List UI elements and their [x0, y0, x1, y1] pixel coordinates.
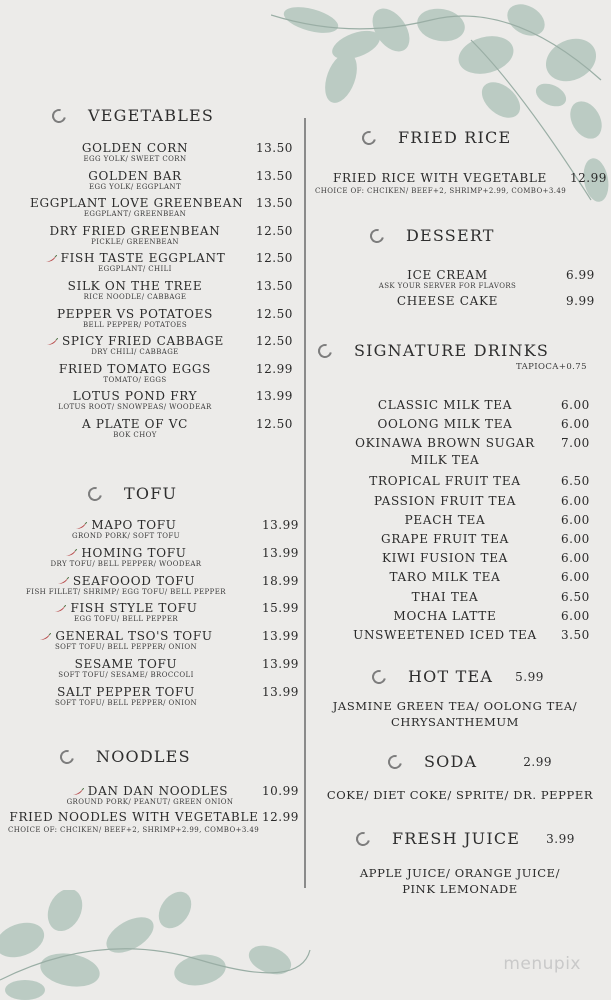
chili-pepper-icon	[54, 605, 66, 613]
drink-price: 6.00	[561, 493, 590, 508]
drink-name: MOCHA LATTE	[393, 608, 497, 623]
fried-rice-title: FRIED RICE	[398, 128, 512, 147]
soda-price: 2.99	[523, 754, 552, 769]
item-price: 13.99	[262, 545, 299, 560]
swirl-icon	[57, 747, 76, 766]
item-name: EGGPLANT LOVE GREENBEAN	[30, 196, 244, 211]
noodles-title: NOODLES	[96, 747, 191, 766]
swirl-icon	[385, 752, 404, 771]
chili-pepper-icon	[46, 338, 58, 346]
noodles-choice-note: CHOICE OF: CHCIKEN/ BEEF+2, SHRIMP+2.99, COMBO+3.49	[8, 826, 260, 834]
menu-item-dan-dan-noodles	[40, 784, 260, 807]
drink-kiwi-fusion-tea	[330, 550, 560, 567]
item-name: HOMING TOFU	[81, 545, 187, 560]
item-price: 18.99	[262, 573, 299, 588]
item-price: 12.99	[256, 361, 293, 376]
item-price: 12.50	[256, 334, 293, 349]
drink-price: 6.00	[561, 512, 590, 527]
drink-taro-milk-tea	[330, 569, 560, 586]
drink-name: CLASSIC MILK TEA	[377, 398, 513, 412]
menu-item-fried-noodles	[8, 810, 260, 824]
drink-price: 6.00	[561, 398, 590, 412]
chili-pepper-icon	[45, 255, 57, 263]
item-name: A PLATE OF VC	[81, 417, 189, 431]
item-name: CHEESE CAKE	[396, 294, 499, 308]
drink-name: UNSWEETENED ICED TEA	[353, 628, 537, 642]
dessert-title: DESSERT	[406, 226, 495, 245]
drink-peach-tea	[330, 512, 560, 529]
drink-tropical-fruit-tea	[330, 473, 560, 490]
drink-price: 3.50	[561, 628, 590, 642]
menu-item-spicy-fried-cabbage	[30, 334, 240, 357]
item-description: EGG TOFU/ BELL PEPPER	[73, 615, 179, 624]
drink-mocha-latte	[330, 608, 560, 625]
hot-tea-options-line-1: JASMINE GREEN TEA/ OOLONG TEA/	[332, 699, 578, 713]
signature-drinks-title: SIGNATURE DRINKS	[354, 341, 550, 360]
item-description: EGGPLANT/ CHILI	[98, 265, 172, 274]
menu-item-fried-rice-vegetable	[320, 171, 560, 185]
item-price: 12.99	[262, 810, 299, 824]
item-description: GROND PORK/ SOFT TOFU	[72, 532, 180, 540]
item-name: SEAFOOOD TOFU	[72, 573, 196, 588]
drink-name: TROPICAL FRUIT TEA	[369, 474, 521, 489]
item-name: FRIED TOMATO EGGS	[58, 361, 212, 376]
drink-oolong-milk-tea	[330, 416, 560, 433]
item-name: FISH TASTE EGGPLANT	[60, 251, 226, 266]
item-name: MAPO TOFU	[91, 518, 177, 532]
column-divider	[304, 118, 306, 888]
drink-grape-fruit-tea	[330, 531, 560, 548]
item-description: SOFT TOFU/ BELL PEPPER/ ONION	[54, 643, 198, 652]
item-name: SPICY FRIED CABBAGE	[61, 334, 225, 349]
hot-tea-price: 5.99	[515, 669, 544, 684]
menu-item-mapo-tofu	[0, 518, 252, 541]
item-name: GOLDEN BAR	[88, 168, 182, 183]
menu-item-pepper-vs-potatoes	[30, 307, 240, 330]
item-price: 13.50	[256, 279, 293, 293]
menu-item-lotus-pond-fry	[30, 389, 240, 412]
chili-pepper-icon	[72, 788, 84, 796]
item-name: FRIED NOODLES WITH VEGETABLE	[9, 810, 259, 824]
chili-pepper-icon	[39, 633, 51, 641]
drink-name: TARO MILK TEA	[389, 570, 501, 585]
fried-rice-choice-note: CHOICE OF: CHCIKEN/ BEEF+2, SHRIMP+2.99, COMBO+3.49	[315, 187, 567, 195]
item-price: 13.99	[262, 657, 299, 671]
menu-item-homing-tofu	[0, 546, 252, 569]
signature-drinks-heading	[318, 341, 549, 360]
item-name: DRY FRIED GREENBEAN	[49, 223, 221, 238]
menu-item-eggplant-love-greenbean	[30, 196, 244, 219]
drink-name: PEACH TEA	[404, 512, 486, 527]
item-description: LOTUS ROOT/ SNOWPEAS/ WOODEAR	[58, 403, 212, 412]
item-description: EGG YOLK/ SWEET CORN	[83, 155, 187, 163]
chili-pepper-icon	[65, 549, 77, 557]
drink-name: PASSION FRUIT TEA	[373, 493, 517, 508]
item-description: RICE NOODLE/ CABBAGE	[83, 293, 187, 301]
fresh-juice-options-line-1: APPLE JUICE/ ORANGE JUICE/	[359, 866, 561, 880]
drink-name: GRAPE FRUIT TEA	[381, 532, 509, 546]
item-price: 13.50	[256, 141, 293, 155]
item-description: ASK YOUR SERVER FOR FLAVORS	[378, 282, 517, 290]
item-price: 13.99	[262, 518, 299, 532]
item-description: GROUND PORK/ PEANUT/ GREEN ONION	[66, 798, 234, 806]
item-price: 12.50	[256, 417, 293, 431]
soda-options-line: COKE/ DIET COKE/ SPRITE/ DR. PEPPER	[326, 788, 594, 802]
hot-tea-title: HOT TEA	[408, 667, 494, 686]
dessert-heading	[370, 226, 495, 245]
item-name: GOLDEN CORN	[81, 141, 189, 155]
menu-item-salt-pepper-tofu	[0, 685, 252, 708]
item-price: 6.99	[566, 268, 595, 282]
vegetables-title: VEGETABLES	[88, 106, 215, 125]
item-price: 13.99	[256, 389, 293, 404]
drink-price: 7.00	[561, 436, 590, 451]
item-description: DRY TOFU/ BELL PEPPER/ WOODEAR	[50, 559, 202, 568]
drink-thai-tea	[330, 589, 560, 606]
item-description: TOMATO/ EGGS	[103, 375, 167, 384]
item-description: FISH FILLET/ SHRIMP/ EGG TOFU/ BELL PEPPER	[26, 587, 226, 596]
drink-passion-fruit-tea	[330, 493, 560, 510]
item-price: 13.99	[262, 684, 299, 699]
drink-price: 6.00	[561, 608, 590, 623]
menu-item-sesame-tofu	[0, 657, 252, 680]
drink-price: 6.00	[561, 551, 590, 566]
drink-name: OOLONG MILK TEA	[377, 417, 513, 432]
item-price: 13.50	[256, 168, 293, 183]
drink-okinawa-brown-sugar	[330, 435, 560, 469]
swirl-icon	[49, 106, 68, 125]
drink-unsweetened-iced-tea	[330, 627, 560, 644]
swirl-icon	[315, 341, 334, 360]
drink-price: 6.00	[561, 570, 590, 585]
drink-price: 6.00	[561, 417, 590, 432]
menu-item-seafoood-tofu	[0, 574, 252, 597]
eucalyptus-leaves-bottom-decoration	[0, 890, 320, 1000]
menu-item-silk-on-the-tree	[30, 279, 240, 302]
drink-name: KIWI FUSION TEA	[381, 551, 509, 566]
drink-price: 6.50	[561, 589, 590, 604]
swirl-icon	[85, 484, 104, 503]
item-price: 15.99	[262, 601, 299, 616]
swirl-icon	[369, 667, 388, 686]
menupix-watermark: menupix	[503, 954, 581, 974]
item-description: PICKLE/ GREENBEAN	[91, 237, 179, 246]
hot-tea-options-line-2: CHRYSANTHEMUM	[390, 715, 520, 729]
item-price: 13.99	[262, 629, 299, 644]
item-name: FRIED RICE WITH VEGETABLE	[332, 171, 548, 185]
menu-item-ice-cream	[330, 268, 565, 291]
fresh-juice-heading	[356, 829, 575, 848]
item-price: 10.99	[262, 784, 299, 798]
fresh-juice-price: 3.99	[546, 831, 575, 846]
item-description: EGG YOLK/ EGGPLANT	[88, 182, 182, 191]
drink-classic-milk-tea	[330, 397, 560, 414]
item-name: ICE CREAM	[407, 268, 488, 282]
noodles-heading	[60, 747, 191, 766]
item-price: 13.50	[256, 196, 293, 211]
item-price: 12.99	[570, 171, 607, 185]
menu-item-fish-style-tofu	[0, 601, 252, 624]
menu-item-golden-bar	[30, 169, 240, 192]
swirl-icon	[353, 829, 372, 848]
menu-item-general-tso-s-tofu	[0, 629, 252, 652]
item-description: SOFT TOFU/ BELL PEPPER/ ONION	[54, 698, 198, 707]
menu-item-golden-corn	[30, 141, 240, 164]
drink-price: 6.00	[561, 532, 590, 546]
item-name: SILK ON THE TREE	[67, 279, 203, 293]
item-name: DAN DAN NOODLES	[87, 784, 229, 798]
fresh-juice-title: FRESH JUICE	[392, 829, 521, 848]
item-name: SALT PEPPER TOFU	[57, 684, 195, 699]
item-name: PEPPER VS POTATOES	[57, 306, 213, 321]
menu-item-dry-fried-greenbean	[30, 224, 240, 247]
eucalyptus-leaves-top-decoration	[271, 0, 611, 230]
item-name: GENERAL TSO'S TOFU	[55, 629, 213, 644]
item-price: 9.99	[566, 294, 595, 308]
chili-pepper-icon	[57, 577, 69, 585]
drink-name: THAI TEA	[411, 589, 479, 604]
drink-price: 6.50	[561, 474, 590, 489]
tofu-heading	[88, 484, 177, 503]
item-description: BELL PEPPER/ POTATOES	[82, 320, 188, 329]
swirl-icon	[367, 226, 386, 245]
item-price: 12.50	[256, 306, 293, 321]
item-description: BOK CHOY	[113, 431, 157, 439]
item-price: 12.50	[256, 223, 293, 238]
vegetables-heading	[52, 106, 214, 125]
item-name: SESAME TOFU	[74, 657, 178, 671]
item-description: SOFT TOFU/ SESAME/ BROCCOLI	[58, 671, 194, 679]
item-description: DRY CHILI/ CABBAGE	[91, 348, 179, 357]
menu-item-cheese-cake	[330, 294, 565, 308]
hot-tea-heading	[372, 667, 544, 686]
swirl-icon	[359, 128, 378, 147]
tofu-title: TOFU	[124, 484, 178, 503]
tapioca-note: TAPIOCA+0.75	[516, 362, 587, 372]
menu-item-fish-taste-eggplant	[30, 251, 240, 274]
menu-item-fried-tomato-eggs	[30, 362, 240, 385]
soda-heading	[388, 752, 552, 771]
item-name: LOTUS POND FRY	[72, 389, 198, 404]
item-price: 12.50	[256, 251, 293, 266]
soda-title: SODA	[424, 752, 478, 771]
item-name: FISH STYLE TOFU	[70, 601, 198, 616]
drink-name-line-2: MILK TEA	[410, 453, 480, 468]
fresh-juice-options-line-2: PINK LEMONADE	[402, 882, 518, 896]
drink-name: OKINAWA BROWN SUGAR	[355, 436, 535, 451]
fried-rice-heading	[362, 128, 511, 147]
chili-pepper-icon	[75, 522, 87, 530]
menu-item-a-plate-of-vc	[30, 417, 240, 440]
item-description: EGGPLANT/ GREENBEAN	[83, 210, 187, 219]
